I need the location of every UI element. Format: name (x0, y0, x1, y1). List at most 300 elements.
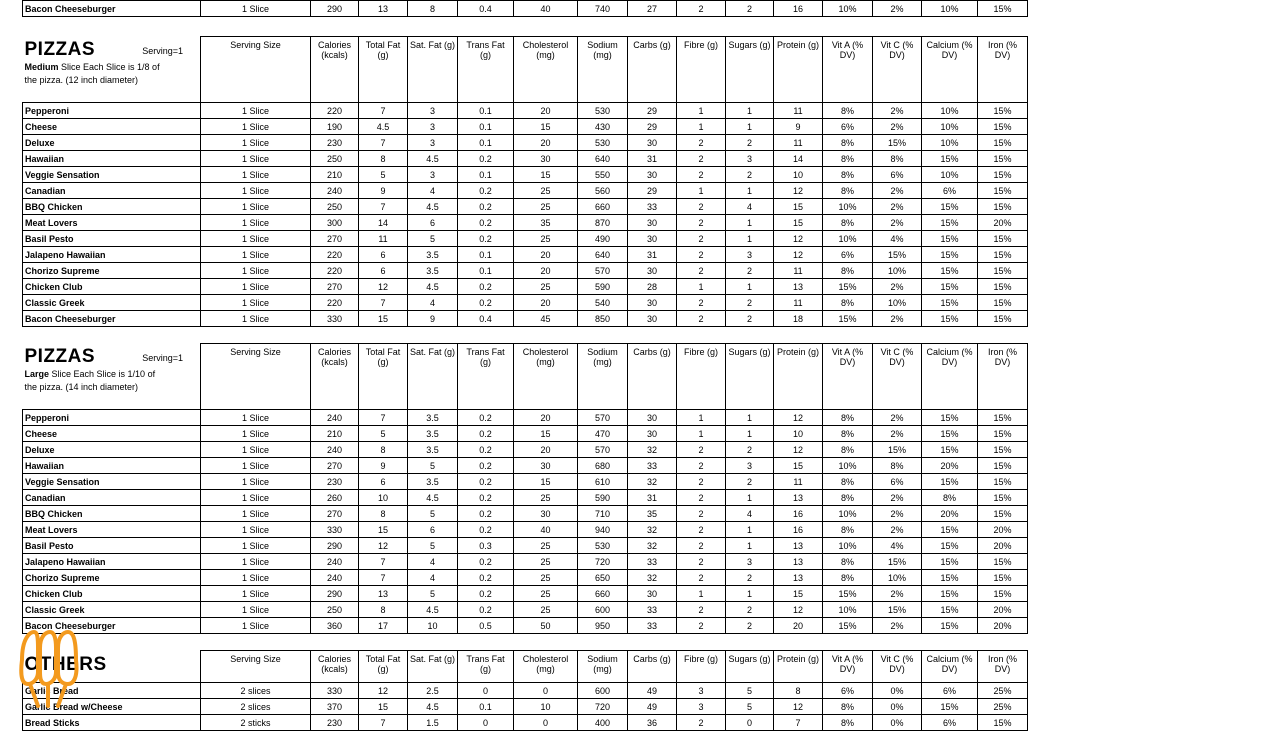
row-cell: 2% (873, 311, 922, 327)
row-cell: 10% (823, 458, 873, 474)
row-cell: 32 (628, 570, 677, 586)
table-row (23, 295, 1028, 311)
row-cell: 2 (677, 247, 726, 263)
row-cell: 680 (578, 458, 628, 474)
row-cell: 2 (677, 295, 726, 311)
row-cell: 25 (514, 570, 578, 586)
row-item-name: Bacon Cheeseburger (23, 1, 201, 17)
row-cell: 1 Slice (201, 426, 311, 442)
row-cell: 1 Slice (201, 602, 311, 618)
row-cell: 1 Slice (201, 490, 311, 506)
row-cell: 20% (978, 618, 1028, 634)
row-cell: 10% (873, 570, 922, 586)
row-cell: 14 (359, 215, 408, 231)
row-cell: 15% (978, 458, 1028, 474)
row-item-name: Bacon Cheeseburger (23, 311, 201, 327)
row-cell: 290 (311, 1, 359, 17)
row-cell: 29 (628, 103, 677, 119)
row-cell: 8% (823, 215, 873, 231)
row-cell: 20 (514, 410, 578, 426)
row-item-name: Pepperoni (23, 103, 201, 119)
column-header: Fibre (g) (677, 344, 726, 410)
row-cell: 25 (514, 554, 578, 570)
row-cell: 15% (978, 151, 1028, 167)
row-cell: 25 (514, 183, 578, 199)
row-cell: 0.2 (458, 522, 514, 538)
row-cell: 330 (311, 311, 359, 327)
row-cell: 15% (978, 103, 1028, 119)
row-cell: 220 (311, 263, 359, 279)
row-cell: 30 (514, 151, 578, 167)
row-cell: 25 (514, 199, 578, 215)
column-header: Total Fat (g) (359, 344, 408, 410)
row-cell: 15% (978, 570, 1028, 586)
row-cell: 4% (873, 538, 922, 554)
row-cell: 25% (978, 699, 1028, 715)
row-item-name: Garlic Bread (23, 683, 201, 699)
column-header: Sodium (mg) (578, 344, 628, 410)
column-header: Calories (kcals) (311, 37, 359, 103)
row-cell: 7 (774, 715, 823, 731)
row-cell: 0 (514, 683, 578, 699)
row-cell: 30 (514, 458, 578, 474)
column-header: Protein (g) (774, 344, 823, 410)
table-row (23, 490, 1028, 506)
row-cell: 15% (978, 426, 1028, 442)
row-cell: 4 (408, 183, 458, 199)
row-cell: 8% (823, 426, 873, 442)
row-cell: 3 (408, 103, 458, 119)
row-cell: 290 (311, 586, 359, 602)
column-header: Sugars (g) (726, 651, 774, 683)
table-row (23, 279, 1028, 295)
row-cell: 20 (514, 295, 578, 311)
table-row (23, 522, 1028, 538)
row-cell: 8% (823, 522, 873, 538)
row-cell: 0.1 (458, 699, 514, 715)
table-row (23, 442, 1028, 458)
column-header: Calcium (% DV) (922, 344, 978, 410)
table-row (23, 474, 1028, 490)
row-cell: 8 (359, 602, 408, 618)
fork-logo-icon (16, 628, 82, 708)
row-cell: 3 (726, 247, 774, 263)
row-cell: 15% (922, 570, 978, 586)
row-cell: 10% (922, 1, 978, 17)
row-cell: 30 (628, 215, 677, 231)
row-cell: 1 (726, 490, 774, 506)
row-cell: 0.4 (458, 311, 514, 327)
row-item-name: Canadian (23, 490, 201, 506)
row-cell: 8 (359, 442, 408, 458)
column-header: Iron (% DV) (978, 344, 1028, 410)
row-cell: 330 (311, 683, 359, 699)
row-cell: 10 (774, 167, 823, 183)
row-cell: 210 (311, 426, 359, 442)
row-cell: 5 (359, 426, 408, 442)
row-cell: 2 (677, 458, 726, 474)
row-cell: 290 (311, 538, 359, 554)
row-cell: 230 (311, 715, 359, 731)
row-cell: 3 (726, 151, 774, 167)
row-cell: 12 (774, 410, 823, 426)
serving-label: Serving=1 (142, 352, 183, 363)
row-cell: 15% (922, 602, 978, 618)
column-header: Calcium (% DV) (922, 37, 978, 103)
column-header: Serving Size (201, 651, 311, 683)
row-cell: 40 (514, 522, 578, 538)
row-cell: 32 (628, 442, 677, 458)
row-item-name: Cheese (23, 119, 201, 135)
row-cell: 31 (628, 490, 677, 506)
row-cell: 20% (978, 538, 1028, 554)
row-cell: 610 (578, 474, 628, 490)
row-cell: 15% (922, 311, 978, 327)
row-cell: 5 (408, 586, 458, 602)
row-cell: 3.5 (408, 474, 458, 490)
table-row (23, 151, 1028, 167)
row-cell: 20 (514, 135, 578, 151)
row-cell: 15% (922, 442, 978, 458)
row-cell: 20% (978, 215, 1028, 231)
row-cell: 30 (628, 311, 677, 327)
row-cell: 25 (514, 490, 578, 506)
row-cell: 3 (677, 683, 726, 699)
row-cell: 250 (311, 602, 359, 618)
row-cell: 18 (774, 311, 823, 327)
section-title: OTHERS (24, 653, 107, 675)
row-cell: 15 (514, 474, 578, 490)
row-cell: 590 (578, 279, 628, 295)
row-cell: 1 Slice (201, 442, 311, 458)
top-table (22, 0, 1028, 17)
row-cell: 2% (873, 522, 922, 538)
row-item-name: BBQ Chicken (23, 199, 201, 215)
row-cell: 8% (823, 715, 873, 731)
desc-line-b: the pizza. (14 inch diameter) (24, 381, 139, 392)
row-cell: 7 (359, 715, 408, 731)
row-cell: 2 (726, 570, 774, 586)
row-cell: 0.2 (458, 199, 514, 215)
row-cell: 12 (774, 699, 823, 715)
row-cell: 15% (873, 602, 922, 618)
row-item-name: Deluxe (23, 442, 201, 458)
row-cell: 270 (311, 458, 359, 474)
row-cell: 1 Slice (201, 586, 311, 602)
row-cell: 32 (628, 538, 677, 554)
column-header: Carbs (g) (628, 344, 677, 410)
row-item-name: Meat Lovers (23, 522, 201, 538)
column-header: Fibre (g) (677, 37, 726, 103)
row-cell: 720 (578, 699, 628, 715)
header-row (23, 344, 1028, 410)
row-cell: 330 (311, 522, 359, 538)
row-cell: 15% (978, 263, 1028, 279)
row-cell: 4 (408, 570, 458, 586)
row-cell: 1 (726, 103, 774, 119)
row-cell: 15% (922, 586, 978, 602)
row-cell: 12 (359, 683, 408, 699)
row-cell: 15 (514, 119, 578, 135)
row-cell: 720 (578, 554, 628, 570)
row-cell: 1 Slice (201, 410, 311, 426)
row-cell: 0.1 (458, 135, 514, 151)
row-cell: 1 (726, 231, 774, 247)
row-cell: 550 (578, 167, 628, 183)
row-cell: 2% (873, 506, 922, 522)
row-cell: 15 (514, 426, 578, 442)
row-cell: 4 (726, 199, 774, 215)
row-cell: 2% (873, 103, 922, 119)
row-cell: 8% (823, 151, 873, 167)
row-cell: 8% (922, 490, 978, 506)
column-header: Vit C (% DV) (873, 344, 922, 410)
row-cell: 230 (311, 474, 359, 490)
row-cell: 7 (359, 135, 408, 151)
row-cell: 5 (408, 538, 458, 554)
row-cell: 32 (628, 522, 677, 538)
row-cell: 1 (726, 522, 774, 538)
row-cell: 12 (359, 538, 408, 554)
row-cell: 12 (359, 279, 408, 295)
row-cell: 2 (726, 474, 774, 490)
row-cell: 11 (774, 103, 823, 119)
row-cell: 11 (774, 135, 823, 151)
column-header: Serving Size (201, 37, 311, 103)
section-table (22, 36, 1028, 327)
row-cell: 29 (628, 119, 677, 135)
table-row (23, 458, 1028, 474)
row-cell: 240 (311, 183, 359, 199)
row-cell: 1 (677, 279, 726, 295)
table-row (23, 167, 1028, 183)
row-item-name: Veggie Sensation (23, 167, 201, 183)
column-header: Trans Fat (g) (458, 37, 514, 103)
row-cell: 15% (922, 474, 978, 490)
row-cell: 5 (726, 683, 774, 699)
row-cell: 15% (922, 699, 978, 715)
row-cell: 250 (311, 151, 359, 167)
row-cell: 1 Slice (201, 311, 311, 327)
row-cell: 11 (774, 263, 823, 279)
table-row (23, 699, 1028, 715)
row-cell: 33 (628, 602, 677, 618)
row-cell: 8% (823, 167, 873, 183)
row-cell: 430 (578, 119, 628, 135)
row-item-name: Bread Sticks (23, 715, 201, 731)
row-cell: 8% (823, 699, 873, 715)
row-cell: 1 Slice (201, 135, 311, 151)
table-row (23, 1, 1028, 17)
row-cell: 4.5 (408, 151, 458, 167)
row-cell: 13 (774, 554, 823, 570)
row-cell: 2 (726, 1, 774, 17)
row-cell: 20 (514, 247, 578, 263)
row-cell: 0.2 (458, 442, 514, 458)
column-header: Iron (% DV) (978, 651, 1028, 683)
row-cell: 30 (628, 167, 677, 183)
table-row (23, 410, 1028, 426)
column-header: Vit A (% DV) (823, 651, 873, 683)
row-cell: 15% (823, 311, 873, 327)
row-cell: 4.5 (408, 199, 458, 215)
row-cell: 1 Slice (201, 119, 311, 135)
row-cell: 1 Slice (201, 199, 311, 215)
row-cell: 9 (408, 311, 458, 327)
row-cell: 2.5 (408, 683, 458, 699)
row-cell: 15% (978, 295, 1028, 311)
row-cell: 870 (578, 215, 628, 231)
row-cell: 15% (978, 554, 1028, 570)
row-cell: 8% (823, 295, 873, 311)
row-item-name: Deluxe (23, 135, 201, 151)
row-cell: 6% (873, 474, 922, 490)
row-cell: 15% (823, 586, 873, 602)
row-cell: 7 (359, 295, 408, 311)
row-cell: 30 (628, 263, 677, 279)
row-cell: 15% (873, 135, 922, 151)
column-header: Fibre (g) (677, 651, 726, 683)
row-cell: 300 (311, 215, 359, 231)
row-cell: 20% (922, 458, 978, 474)
row-item-name: BBQ Chicken (23, 506, 201, 522)
row-cell: 950 (578, 618, 628, 634)
row-cell: 1 (677, 410, 726, 426)
row-cell: 0.2 (458, 410, 514, 426)
row-cell: 15 (774, 586, 823, 602)
row-cell: 2 (677, 570, 726, 586)
row-cell: 10 (514, 699, 578, 715)
row-cell: 13 (359, 586, 408, 602)
row-cell: 370 (311, 699, 359, 715)
serving-label: Serving=1 (142, 45, 183, 56)
row-cell: 45 (514, 311, 578, 327)
row-cell: 1 (726, 426, 774, 442)
row-cell: 15 (774, 215, 823, 231)
row-cell: 2 (677, 1, 726, 17)
row-cell: 10 (359, 490, 408, 506)
row-cell: 6 (359, 474, 408, 490)
row-cell: 0.2 (458, 570, 514, 586)
row-item-name: Veggie Sensation (23, 474, 201, 490)
row-item-name: Jalapeno Hawaiian (23, 247, 201, 263)
row-cell: 240 (311, 410, 359, 426)
row-cell: 4 (408, 554, 458, 570)
row-cell: 2 (677, 311, 726, 327)
row-cell: 650 (578, 570, 628, 586)
row-cell: 640 (578, 151, 628, 167)
row-cell: 12 (774, 442, 823, 458)
section-description (25, 61, 199, 87)
row-cell: 25 (514, 586, 578, 602)
row-cell: 16 (774, 522, 823, 538)
row-cell: 2% (873, 119, 922, 135)
row-item-name: Pepperoni (23, 410, 201, 426)
row-cell: 3.5 (408, 263, 458, 279)
row-cell: 0.2 (458, 602, 514, 618)
row-cell: 13 (774, 538, 823, 554)
row-cell: 2 (677, 151, 726, 167)
row-cell: 660 (578, 586, 628, 602)
row-cell: 15% (922, 215, 978, 231)
row-cell: 660 (578, 199, 628, 215)
row-cell: 29 (628, 183, 677, 199)
row-cell: 0% (873, 699, 922, 715)
row-cell: 230 (311, 135, 359, 151)
table-row (23, 538, 1028, 554)
row-cell: 15% (978, 506, 1028, 522)
row-cell: 6% (823, 247, 873, 263)
row-item-name: Basil Pesto (23, 231, 201, 247)
row-cell: 1 Slice (201, 263, 311, 279)
row-cell: 0.2 (458, 279, 514, 295)
row-cell: 16 (774, 506, 823, 522)
row-cell: 15% (922, 618, 978, 634)
row-cell: 740 (578, 1, 628, 17)
row-cell: 0.2 (458, 490, 514, 506)
row-cell: 32 (628, 474, 677, 490)
row-cell: 570 (578, 442, 628, 458)
row-cell: 1 Slice (201, 279, 311, 295)
row-cell: 10% (873, 295, 922, 311)
row-cell: 9 (359, 183, 408, 199)
row-cell: 0.5 (458, 618, 514, 634)
row-cell: 590 (578, 490, 628, 506)
row-cell: 7 (359, 410, 408, 426)
row-item-name: Classic Greek (23, 602, 201, 618)
column-header: Sat. Fat (g) (408, 37, 458, 103)
row-cell: 2% (873, 279, 922, 295)
row-cell: 0.1 (458, 263, 514, 279)
row-cell: 30 (628, 426, 677, 442)
row-cell: 2 (677, 474, 726, 490)
row-cell: 3 (726, 554, 774, 570)
row-cell: 6% (922, 715, 978, 731)
row-cell: 8 (359, 151, 408, 167)
row-item-name: Meat Lovers (23, 215, 201, 231)
row-item-name: Chorizo Supreme (23, 263, 201, 279)
table-row (23, 715, 1028, 731)
row-cell: 560 (578, 183, 628, 199)
table-row (23, 263, 1028, 279)
row-cell: 1 Slice (201, 247, 311, 263)
row-cell: 2 (677, 442, 726, 458)
row-cell: 5 (359, 167, 408, 183)
row-cell: 10% (823, 1, 873, 17)
row-cell: 220 (311, 295, 359, 311)
row-cell: 8% (873, 151, 922, 167)
column-header: Carbs (g) (628, 651, 677, 683)
column-header: Vit C (% DV) (873, 37, 922, 103)
column-header: Sugars (g) (726, 37, 774, 103)
row-cell: 1.5 (408, 715, 458, 731)
row-cell: 190 (311, 119, 359, 135)
row-cell: 15% (873, 554, 922, 570)
row-cell: 35 (628, 506, 677, 522)
row-cell: 4.5 (408, 602, 458, 618)
row-cell: 220 (311, 247, 359, 263)
row-cell: 1 (726, 183, 774, 199)
row-cell: 6% (922, 183, 978, 199)
row-cell: 2 (677, 538, 726, 554)
row-cell: 8 (774, 683, 823, 699)
row-cell: 3 (408, 135, 458, 151)
row-cell: 6% (873, 167, 922, 183)
column-header: Cholesterol (mg) (514, 37, 578, 103)
row-cell: 8% (823, 183, 873, 199)
row-cell: 1 (726, 119, 774, 135)
column-header: Sat. Fat (g) (408, 651, 458, 683)
